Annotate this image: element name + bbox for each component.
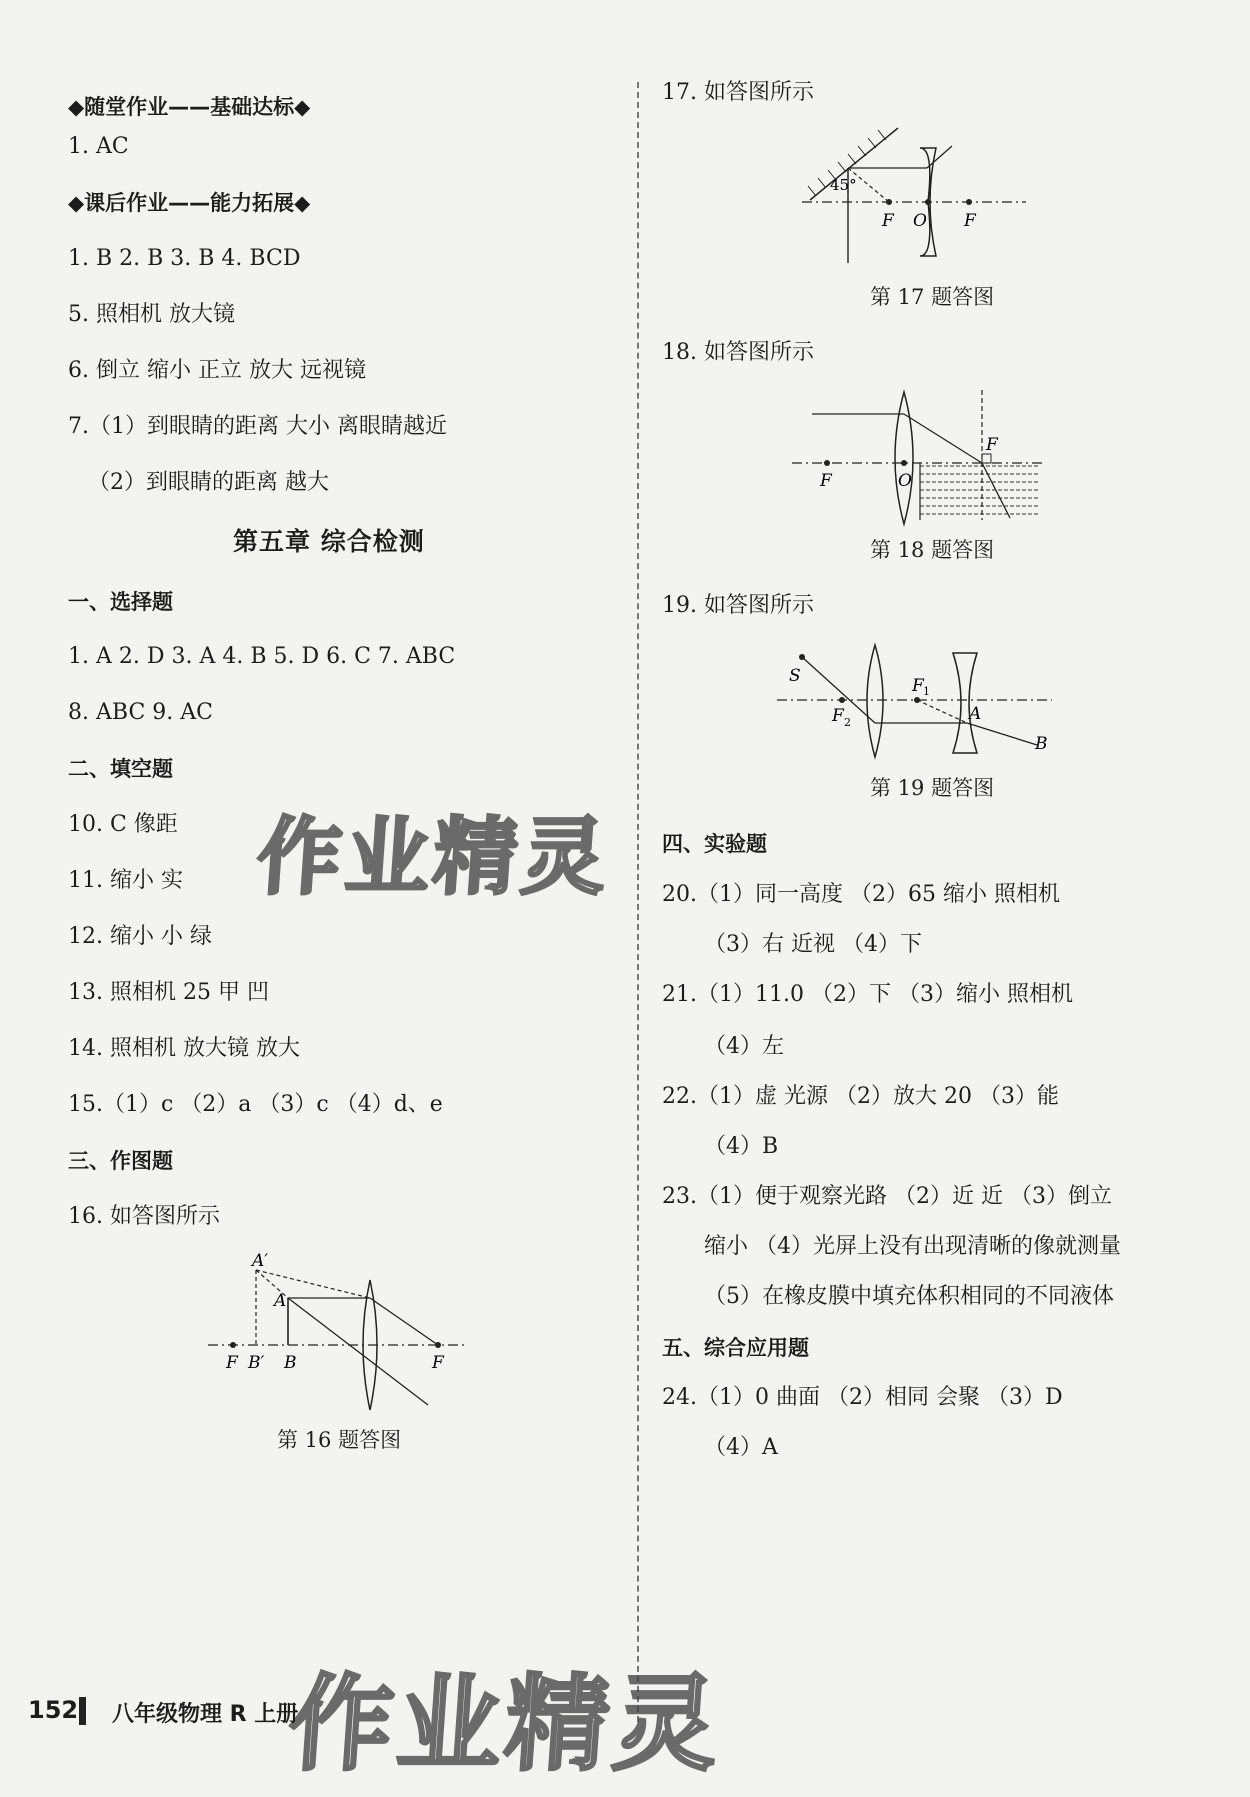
part-heading: 四、实验题 [662, 832, 767, 856]
answer-line: 17. 如答图所示 [662, 80, 814, 105]
answer-line: 15.（1）c （2）a （3）c （4）d、e [68, 1092, 443, 1117]
footer-book-title: 八年级物理 R 上册 [112, 1702, 299, 1727]
answer-line: （4）B [704, 1134, 779, 1159]
figure-18-caption: 第 18 题答图 [870, 538, 995, 562]
answer-line: 7.（1）到眼睛的距离 大小 离眼睛越近 [68, 414, 447, 439]
answer-line: （5）在橡皮膜中填充体积相同的不同液体 [704, 1284, 1114, 1309]
figure-16-caption: 第 16 题答图 [277, 1428, 402, 1452]
answer-line: （4）A [704, 1435, 778, 1460]
answer-line: 14. 照相机 放大镜 放大 [68, 1036, 300, 1061]
part-heading: 二、填空题 [68, 757, 173, 781]
answer-line: （3）右 近视 （4）下 [704, 932, 922, 957]
page-number: 152 [28, 1696, 79, 1724]
figure-16-lens-diagram [208, 1251, 548, 1420]
answer-line: 8. ABC 9. AC [68, 700, 213, 725]
figure-17-caption: 第 17 题答图 [870, 285, 995, 309]
figure-19-caption: 第 19 题答图 [870, 776, 995, 800]
part-heading: 一、选择题 [68, 590, 173, 614]
answer-line: （2）到眼睛的距离 越大 [88, 470, 329, 495]
answer-line: 5. 照相机 放大镜 [68, 302, 235, 327]
answer-line: 16. 如答图所示 [68, 1204, 220, 1229]
answer-line: 11. 缩小 实 [68, 868, 183, 893]
answer-line: 1. A 2. D 3. A 4. B 5. D 6. C 7. ABC [68, 644, 456, 669]
label-A: A [969, 704, 982, 724]
part-heading: 三、作图题 [68, 1149, 173, 1173]
answer-line: 6. 倒立 缩小 正立 放大 远视镜 [68, 358, 366, 383]
watermark-middle: 作业精灵 [254, 808, 613, 906]
label-S: S [789, 666, 801, 686]
column-divider [637, 82, 639, 1722]
label-A-prime: A′ [252, 1251, 269, 1271]
answer-line: 19. 如答图所示 [662, 593, 814, 618]
watermark-bottom: 作业精灵 [285, 1663, 726, 1785]
label-A: A [274, 1291, 287, 1311]
answer-line: 缩小 （4）光屏上没有出现清晰的像就测量 [704, 1234, 1121, 1259]
footer-bar [79, 1697, 86, 1725]
label-B-prime: B′ [248, 1353, 265, 1373]
label-F-top: F [986, 435, 998, 455]
figure-19-two-lens-diagram [777, 645, 1077, 785]
answer-line: 12. 缩小 小 绿 [68, 924, 212, 949]
figure-17-mirror-lens-diagram [802, 128, 1042, 268]
answer-line: 18. 如答图所示 [662, 340, 814, 365]
chapter-title: 第五章 综合检测 [233, 527, 425, 556]
label-F-1: F [882, 211, 894, 231]
answer-line: （4）左 [704, 1034, 784, 1059]
answer-line: 20.（1）同一高度 （2）65 缩小 照相机 [662, 882, 1060, 907]
section-heading-basic: ◆随堂作业——基础达标◆ [68, 95, 311, 119]
label-O: O [913, 211, 927, 231]
answer-line: 23.（1）便于观察光路 （2）近 近 （3）倒立 [662, 1184, 1112, 1209]
figure-18-water-lens-diagram [792, 390, 1082, 530]
label-F-right: F [432, 1353, 444, 1373]
label-B: B [1035, 734, 1048, 754]
label-F-2-sub: 2 [844, 716, 851, 729]
label-B: B [284, 1353, 297, 1373]
answer-line: 22.（1）虚 光源 （2）放大 20 （3）能 [662, 1084, 1059, 1109]
answer-line: 21.（1）11.0 （2）下 （3）缩小 照相机 [662, 982, 1073, 1007]
answer-line: 1. B 2. B 3. B 4. BCD [68, 246, 301, 271]
part-heading: 五、综合应用题 [662, 1336, 809, 1360]
label-F-1-sub: 1 [923, 685, 930, 698]
label-F-2: F [964, 211, 976, 231]
label-F-left: F [226, 1353, 238, 1373]
answer-line: 1. AC [68, 134, 129, 159]
answer-line: 10. C 像距 [68, 812, 178, 837]
answer-line: 13. 照相机 25 甲 凹 [68, 980, 269, 1005]
label-angle: 45° [830, 176, 857, 194]
section-heading-extended: ◆课后作业——能力拓展◆ [68, 191, 311, 215]
label-O: O [898, 471, 912, 491]
label-F-left: F [820, 471, 832, 491]
label-F-2: F [832, 706, 844, 726]
answer-line: 24.（1）0 曲面 （2）相同 会聚 （3）D [662, 1385, 1063, 1410]
label-F-1: F [912, 676, 924, 696]
